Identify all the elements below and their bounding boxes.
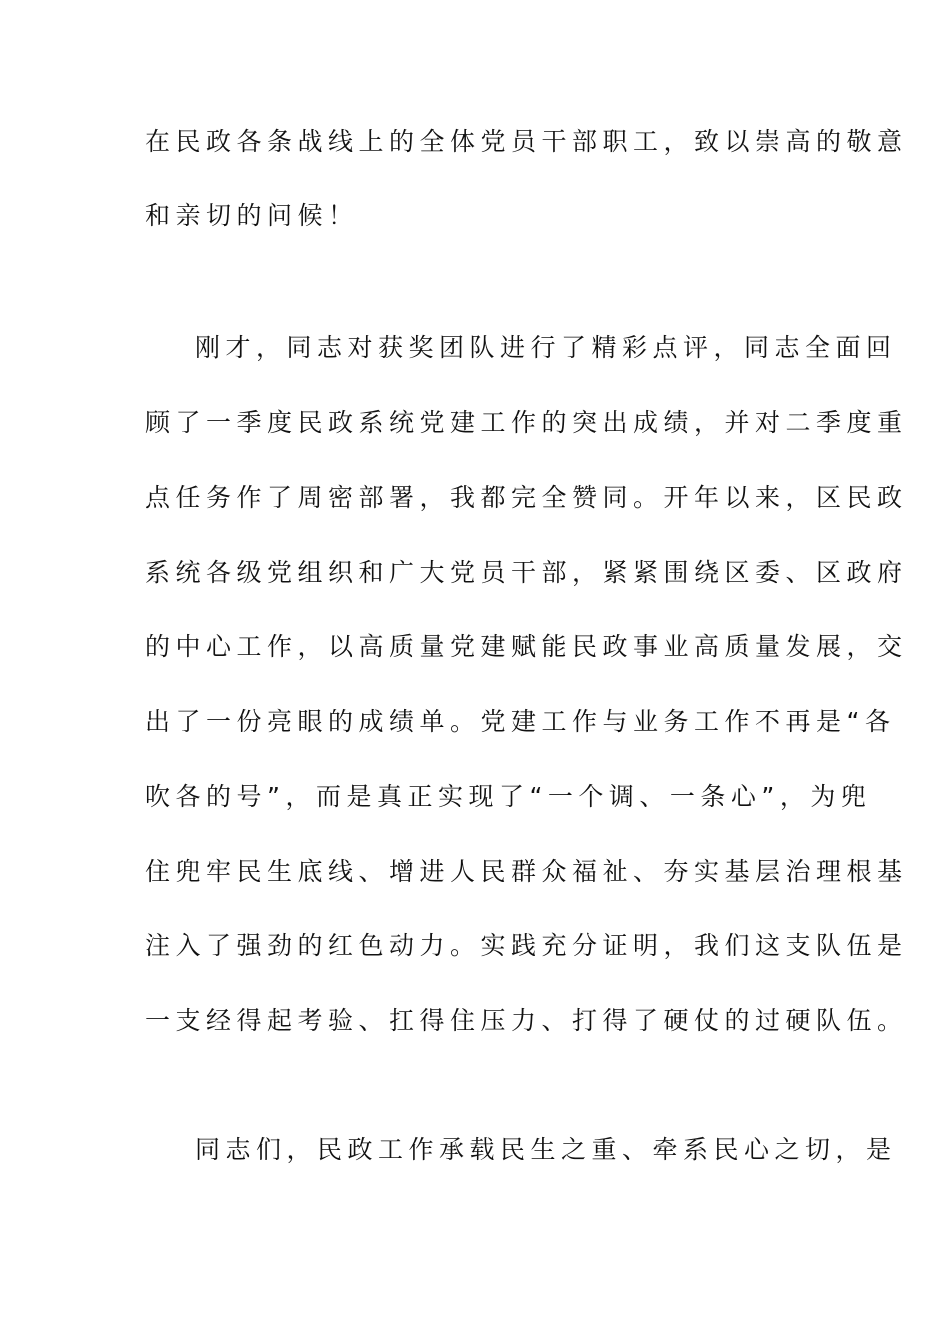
text-line: 和亲切的问候！	[145, 201, 359, 230]
text-line: 系统各级党组织和广大党员干部，紧紧围绕区委、区政府	[145, 558, 908, 587]
text-line: 出了一份亮眼的成绩单。党建工作与业务工作不再是“各	[145, 707, 896, 736]
text-line: 在民政各条战线上的全体党员干部职工，致以崇高的敬意	[145, 127, 908, 156]
paragraph-first-line: 刚才，同志对获奖团队进行了精彩点评，同志全面回	[195, 333, 897, 362]
text-line: 的中心工作，以高质量党建赋能民政事业高质量发展，交	[145, 632, 908, 661]
text-line: 注入了强劲的红色动力。实践充分证明，我们这支队伍是	[145, 931, 908, 960]
text-line: 顾了一季度民政系统党建工作的突出成绩，并对二季度重	[145, 408, 908, 437]
paragraph-first-line: 同志们，民政工作承载民生之重、牵系民心之切，是	[195, 1135, 897, 1164]
text-line: 吹各的号”，而是真正实现了“一个调、一条心”，为兜	[145, 782, 872, 811]
text-line: 一支经得起考验、扛得住压力、打得了硬仗的过硬队伍。	[145, 1006, 908, 1035]
text-line: 住兜牢民生底线、增进人民群众福祉、夯实基层治理根基	[145, 857, 908, 886]
text-line: 点任务作了周密部署，我都完全赞同。开年以来，区民政	[145, 483, 908, 512]
